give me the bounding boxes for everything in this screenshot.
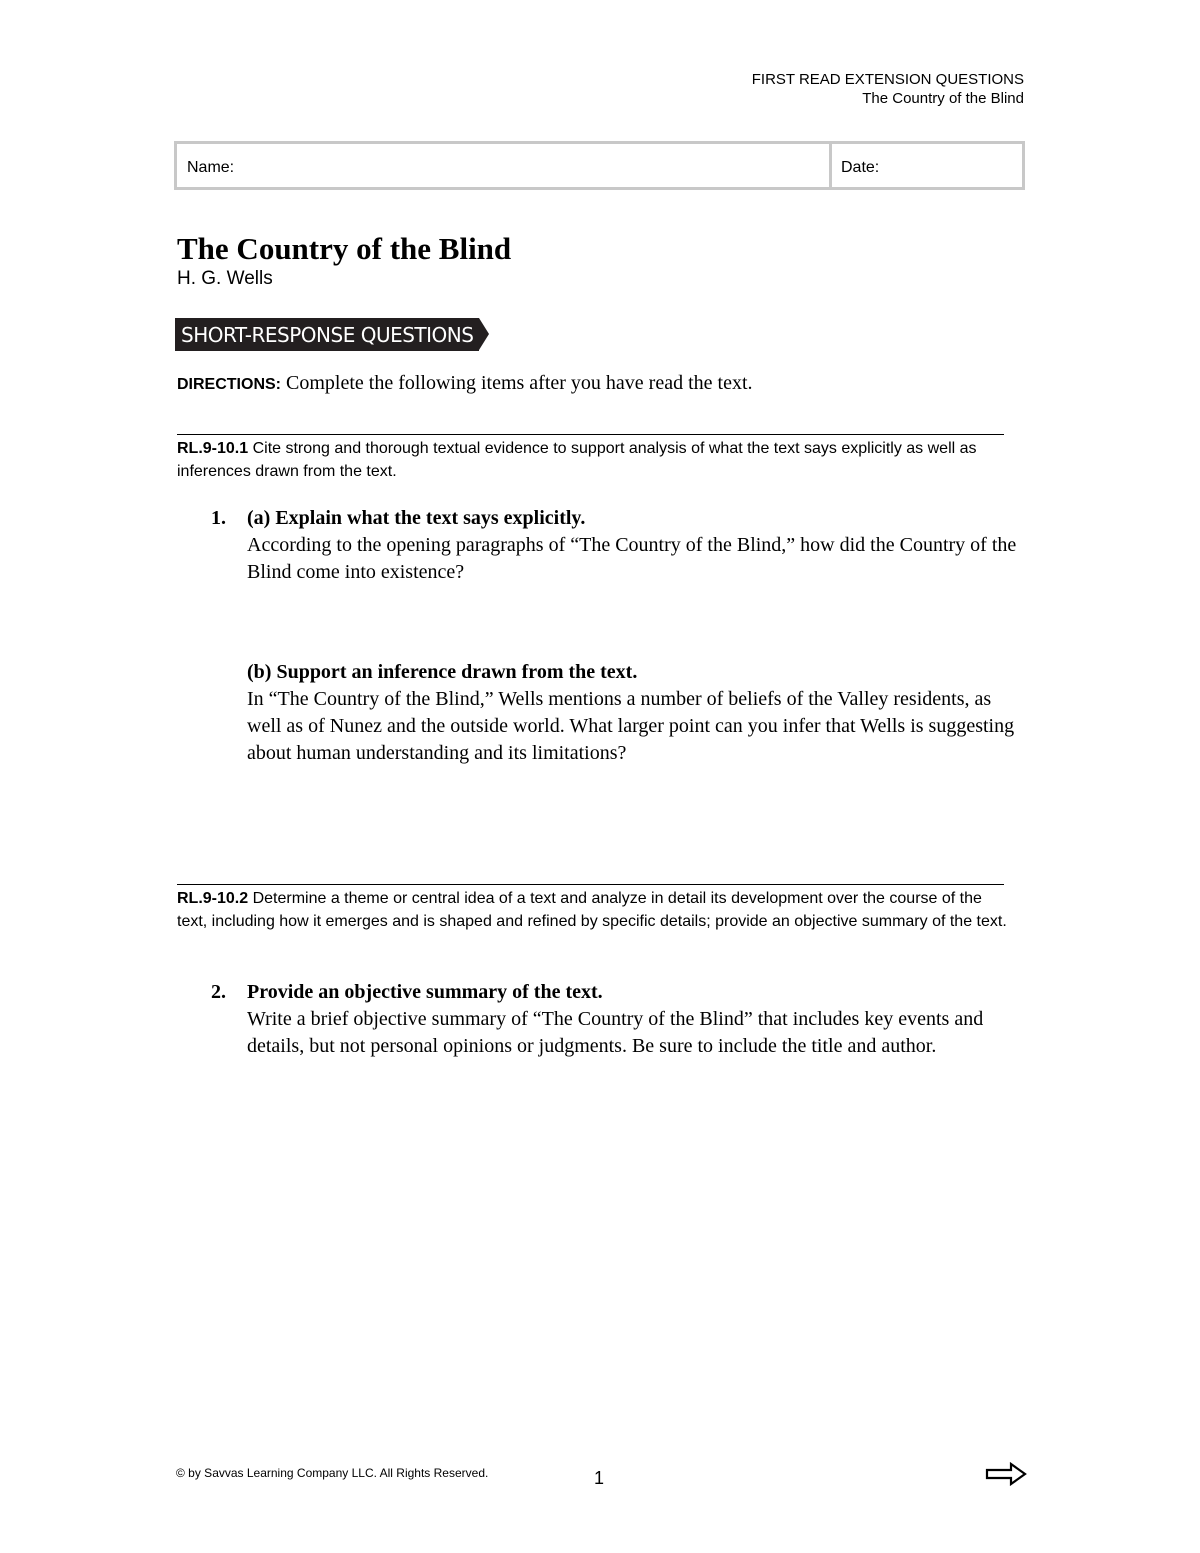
question-number: 2. [211,981,226,1003]
question-heading: Provide an objective summary of the text. [247,981,603,1003]
section-banner-label: SHORT-RESPONSE QUESTIONS [175,318,479,351]
page-number: 1 [594,1468,605,1488]
banner-arrow-icon [479,318,489,350]
standard-rl-9-10-1 [177,437,1012,483]
question-2 [177,979,1017,1060]
question-prompt: In “The Country of the Blind,” Wells mentions a number of beliefs of the Valley residents, as well as of Nunez and the outside world. What larger point can you infer that Wells is suggesting about human understanding and its limitations? [247,688,1015,764]
running-header-line2: The Country of the Blind [862,90,1024,107]
date-label: Date: [841,159,880,176]
author-name: H. G. Wells [177,268,273,289]
name-label: Name: [187,159,235,176]
standard-text: Determine a theme or central idea of a text and analyze in detail its development over the course of the text, including how it emerges and is shaped and refined by specific details; provide an objective summary of the text. [177,890,1007,930]
directions-text: Complete the following items after you have read the text. [281,372,753,394]
running-header-line1: FIRST READ EXTENSION QUESTIONS [751,71,1024,88]
directions-label: DIRECTIONS: [177,376,281,393]
divider [177,434,1004,435]
section-banner [175,318,489,351]
question-1b [177,659,1017,767]
question-number: 1. [211,507,226,529]
question-1a [177,505,1017,586]
standard-code: RL.9-10.1 [177,440,249,457]
question-heading: (a) Explain what the text says explicitly. [247,507,586,529]
name-date-box [174,141,1025,190]
standard-code: RL.9-10.2 [177,890,249,907]
standard-text: Cite strong and thorough textual evidence to support analysis of what the text says explicitly as well as inferences drawn from the text. [177,440,977,480]
copyright-notice: © by Savvas Learning Company LLC. All Rights Reserved. [176,1466,489,1480]
question-heading: (b) Support an inference drawn from the text. [247,661,638,683]
directions [177,370,753,398]
question-prompt: Write a brief objective summary of “The Country of the Blind” that includes key events and details, but not personal opinions or judgments. Be sure to include the title and author. [247,1008,984,1057]
standard-rl-9-10-2 [177,887,1012,933]
divider [177,884,1004,885]
page-title: The Country of the Blind [177,231,512,266]
running-header [752,70,1024,108]
question-prompt: According to the opening paragraphs of “The Country of the Blind,” how did the Country of the Blind come into existence? [247,534,1017,583]
name-field[interactable] [177,144,832,187]
right-arrow-icon[interactable] [985,1462,1027,1486]
date-field[interactable] [832,144,1022,187]
